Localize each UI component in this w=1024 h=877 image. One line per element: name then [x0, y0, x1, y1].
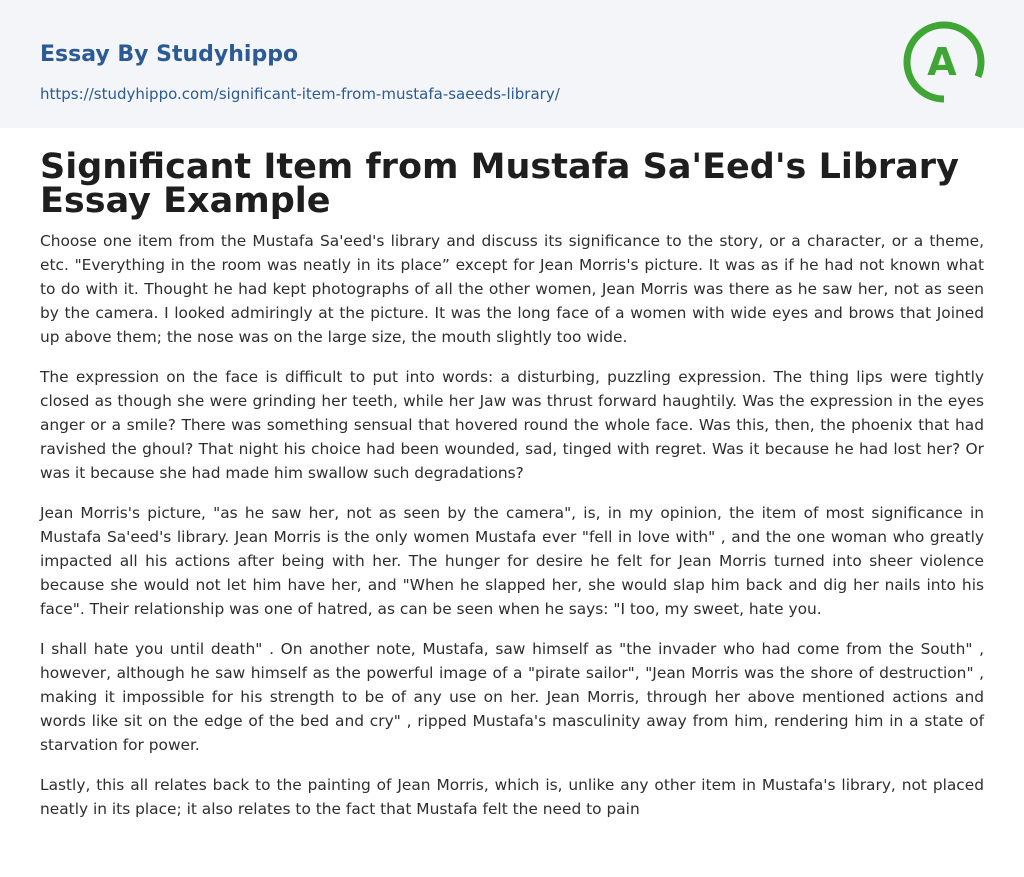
logo-letter: A	[927, 40, 957, 84]
article-title: Significant Item from Mustafa Sa'Eed's Library Essay Example	[40, 147, 959, 221]
studyhippo-logo-icon[interactable]	[901, 19, 987, 105]
paragraph: I shall hate you until death" . On another note, Mustafa, saw himself as "the invader who had come from the South" , however, although he saw himself as the powerful image of a "pirate sailor", "Jean Morris was the shore of destruction" , making it impossible for his strength to be of any use on her. Jean Morris, through her above mentioned actions and words like sit on the edge of the bed and cry" , ripped Mustafa's masculinity away from him, rendering him in a state of starvation for power.	[40, 640, 984, 754]
paragraph: Jean Morris's picture, "as he saw her, not as seen by the camera", is, in my opinion, the item of most significance in Mustafa Sa'eed's library. Jean Morris is the only women Mustafa ever "fell in love with" , and the one woman who greatly impacted all his actions after being with her. The hunger for desire he felt for Jean Morris turned into sheer violence because she would not let him have her, and "When he slapped her, she would slap him back and dig her nails into his face". Their relationship was one of hatred, as can be seen when he says: "I too, my sweet, hate you.	[40, 504, 984, 618]
article-url-link[interactable]: https://studyhippo.com/significant-item-from-mustafa-saeeds-library/	[40, 85, 560, 103]
paragraph: Choose one item from the Mustafa Sa'eed's library and discuss its significance to the story, or a character, or a theme, etc. "Everything in the room was neatly in its place” except for Jean Morris's picture. It was as if he had not known what to do with it. Thought he had kept photographs of all the other women, Jean Morris was there as he saw her, not as seen by the camera. I looked admiringly at the picture. It was the long face of a women with wide eyes and brows that Joined up above them; the nose was on the large size, the mouth slightly too wide.	[40, 232, 984, 346]
site-header	[0, 0, 1024, 128]
paragraph: The expression on the face is difficult to put into words: a disturbing, puzzling expression. The thing lips were tightly closed as though she were grinding her teeth, while her Jaw was thrust forward haughtily. Was the expression in the eyes anger or a smile? There was something sensual that hovered round the whole face. Was this, then, the phoenix that had ravished the ghoul? That night his choice had been wounded, sad, tinged with regret. Was it because he had lost her? Or was it because she had made him swallow such degradations?	[40, 368, 984, 482]
site-title[interactable]: Essay By Studyhippo	[40, 42, 299, 67]
paragraph: Lastly, this all relates back to the painting of Jean Morris, which is, unlike any other item in Mustafa's library, not placed neatly in its place; it also relates to the fact that Mustafa felt the need to pain	[40, 776, 984, 818]
article-body	[40, 229, 984, 837]
